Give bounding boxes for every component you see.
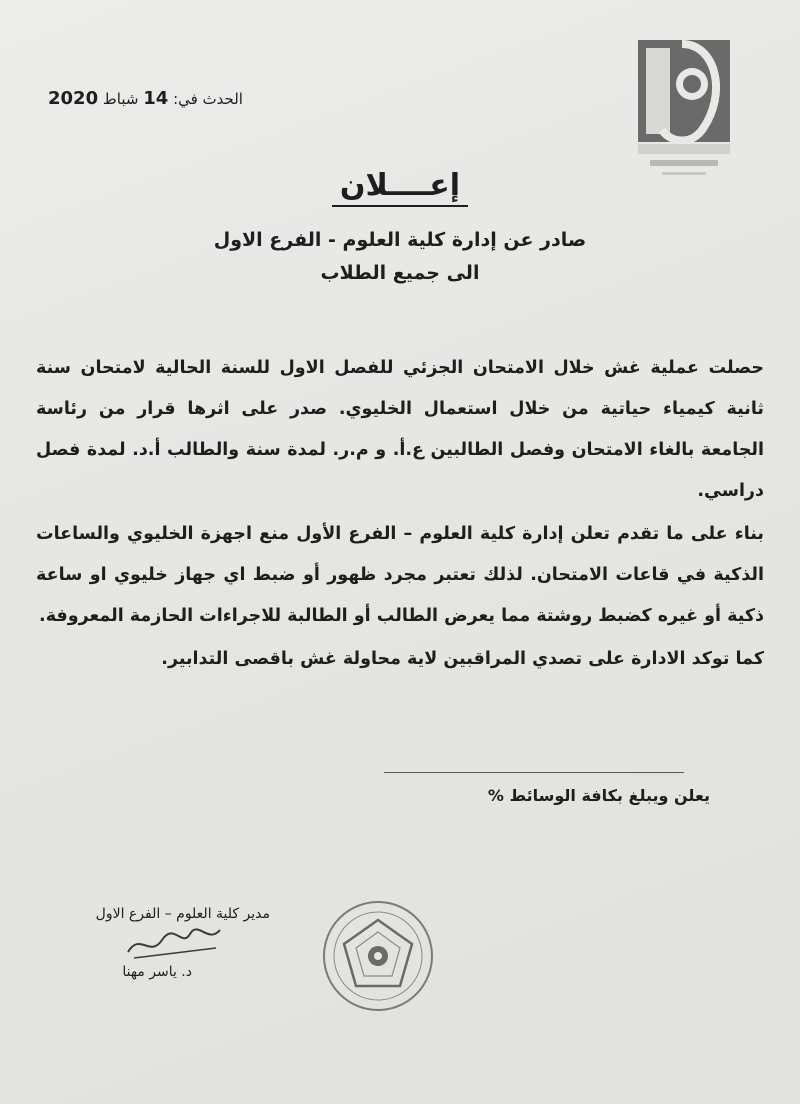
issuer-line: صادر عن إدارة كلية العلوم - الفرع الاول — [213, 229, 587, 251]
document-date — [48, 88, 243, 109]
faculty-seal-icon — [318, 898, 438, 1014]
recipient-line: الى جميع الطلاب — [320, 262, 480, 284]
body-paragraph-warning: كما توكد الادارة على تصدي المراقبين لاية محاولة غش باقصى التدابير. — [161, 649, 764, 669]
divider-line — [384, 772, 684, 773]
announcement-body — [36, 348, 764, 680]
date-day: 14 — [143, 88, 169, 109]
signatory-name: د. ياسر مهنا — [122, 964, 192, 980]
distribution-note: يعلن ويبلغ بكافة الوسائط % — [487, 786, 710, 805]
signature-icon — [120, 918, 230, 966]
date-month: شباط — [102, 90, 139, 108]
date-prefix: الحدث في: — [173, 90, 243, 108]
university-logo-icon — [632, 34, 736, 180]
body-paragraph-ban: بناء على ما تقدم تعلن إدارة كلية العلوم – الفرع الأول منع اجهزة الخليوي والساعات الذكية في قاعات الامتحان. لذلك تعتبر مجرد ظهور أو ضبط اي جهاز خليوي او ساعة ذكية أو غيره كضبط روشتة مما يعرض الطالب أو الطالبة للاجراءات الحازمة المعروفة. — [36, 524, 764, 626]
document-title-wrap — [0, 168, 800, 203]
signatory-title: مدير كلية العلوم – الفرع الاول — [95, 906, 270, 922]
document-title: إعــــلان — [332, 168, 468, 207]
body-paragraph-incident: حصلت عملية غش خلال الامتحان الجزئي للفصل الاول للسنة الحالية لامتحان سنة ثانية كيمياء حياتية من خلال استعمال الخليوي. صدر على اثرها قرار من رئاسة الجامعة بالغاء الامتحان وفصل الطالبين ع.أ. و م.ر. لمدة سنة والطالب أ.د. لمدة فصل دراسي. — [36, 358, 764, 501]
date-year: 2020 — [48, 88, 99, 109]
